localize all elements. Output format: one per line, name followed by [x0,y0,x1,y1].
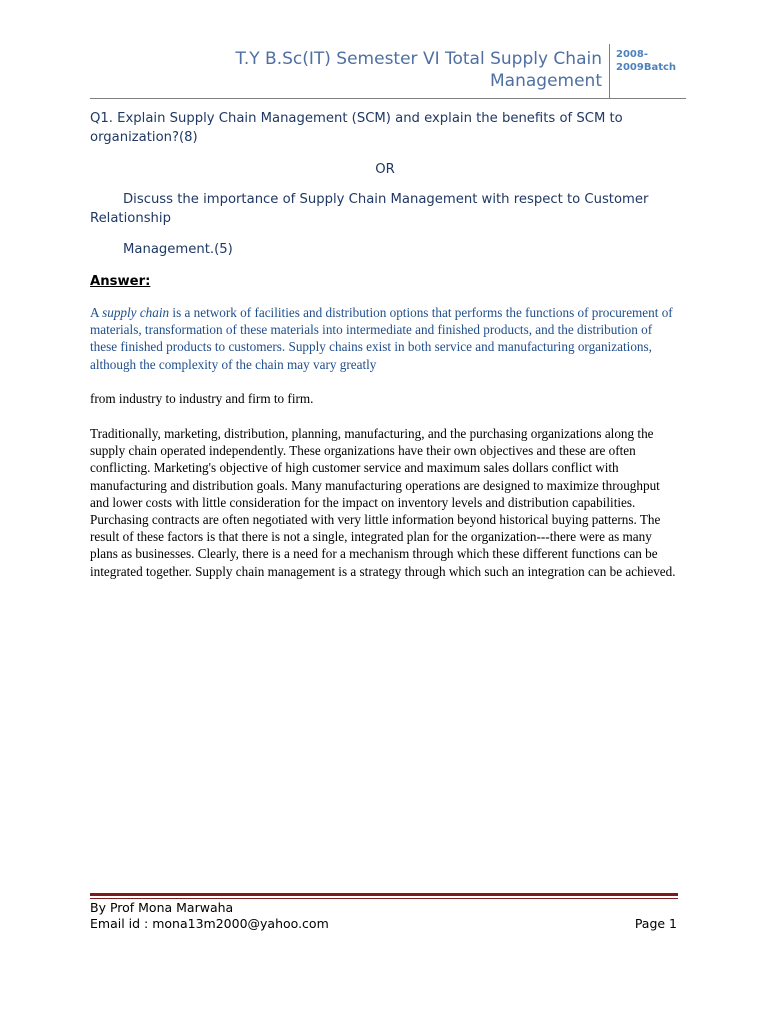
page-number: Page 1 [634,916,677,931]
footer-rule-thin [90,898,678,899]
question-one: Q1. Explain Supply Chain Management (SCM) and explain the benefits of SCM to organization?(8) [90,111,623,145]
header-title: T.Y B.Sc(IT) Semester VI Total Supply Chain Management [235,49,602,91]
page-header [90,44,686,99]
answer-heading: Answer: [90,274,151,289]
footer-email: Email id : mona13m2000@yahoo.com [90,916,329,931]
header-batch: 2008-2009Batch [616,49,677,73]
question-alternate: Discuss the importance of Supply Chain Management with respect to Customer Relationship [90,192,649,226]
definition-text: is a network of facilities and distribution options that performs the functions of procurement of materials, transformation of these materials into intermediate and finished products, and the distribution of these finished products to customers. Supply chains exist in both service and manufacturing organizations, although the complexity of the chain may vary greatly [90,305,673,372]
header-divider [609,44,610,98]
footer-rule [90,893,678,896]
footer-author: By Prof Mona Marwaha [90,900,234,915]
answer-paragraph-traditional: Traditionally, marketing, distribution, planning, manufacturing, and the purchasing organizations along the supply chain operated independently. These organizations have their own objectives and these are often conflicting. Marketing's objective of high customer service and maximum sales dollars conflict with manufacturing and distribution goals. Many manufacturing operations are designed to maximize throughput and lower costs with little consideration for the impact on inventory levels and distribution capabilities. Purchasing contracts are often negotiated with very little information beyond historical buying patterns. The result of these factors is that there is not a single, integrated plan for the organization---there were as many plans as businesses. Clearly, there is a need for a mechanism through which these different functions can be integrated together. Supply chain management is a strategy through which such an integration can be achieved. [90,426,676,579]
answer-paragraph-continuation: from industry to industry and firm to firm. [90,391,314,406]
definition-prefix: A [90,305,103,320]
question-alternate-cont: Management.(5) [123,242,233,257]
definition-term: supply chain [102,305,170,320]
answer-paragraph-definition [90,304,682,373]
question-or: OR [375,162,395,177]
